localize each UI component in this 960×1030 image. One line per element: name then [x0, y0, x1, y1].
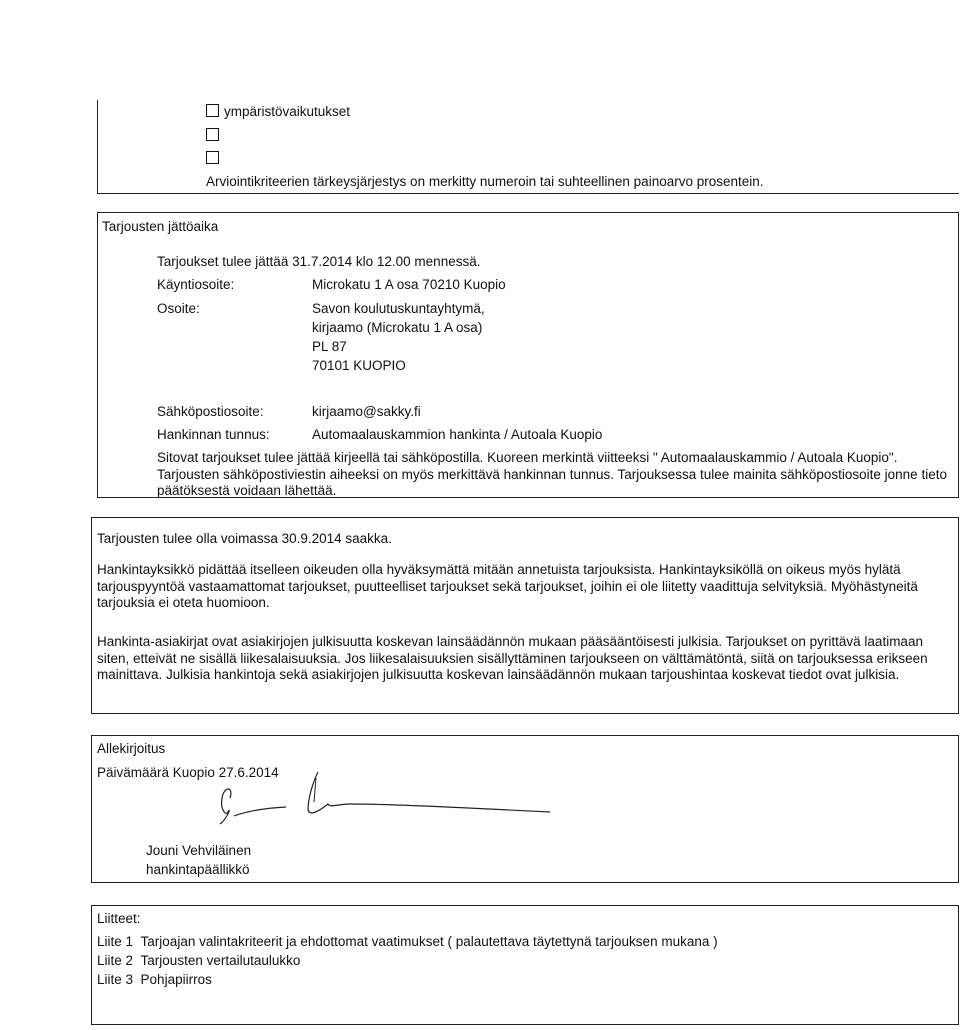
attachment-text: Tarjoajan valintakriteerit ja ehdottomat vaatimukset ( palautettava täytettynä tarjouksen mukana ): [140, 934, 718, 949]
rejection-paragraph: Hankintayksikkö pidättää itselleen oikeuden olla hyväksymättä mitään annetuista tarjouksista. Hankintayksiköllä on oikeus myös hylätä tarjouspyyntöä vastaamattomat tarjoukset, puutteelliset tarjoukset sekä tarjoukset, joihin ei ole liitetty vaadittuja selvityksiä. Myöhästyneitä tarjouksia ei oteta huomioon.: [97, 562, 918, 610]
address-label: Osoite:: [157, 301, 200, 316]
publicity-paragraph: Hankinta-asiakirjat ovat asiakirjojen julkisuutta koskevan lainsäädännön mukaan pääsääntöisesti julkisia. Tarjoukset on pyrittävä laatimaan siten, etteivät ne sisällä liikesalaisuuksia. Jos liikesalaisuuksien sisällyttäminen tarjoukseen on välttämätöntä, siitä on tarjouksessa erikseen mainittava. Julkisia hankintoja sekä asiakirjojen julkisuutta koskevan lainsäädännön mukaan tarjoushintaa koskevat tiedot ovat julkisia.: [97, 634, 928, 682]
deadline-heading: Tarjousten jättöaika: [102, 219, 219, 234]
criteria-item-2: [206, 128, 224, 144]
validity-text: Tarjousten tulee olla voimassa 30.9.2014 saakka.: [97, 531, 392, 546]
attachment-item: [97, 953, 300, 969]
procurement-value: Automaalauskammion hankinta / Autoala Kuopio: [312, 427, 603, 442]
signer-title: hankintapäällikkö: [146, 862, 250, 877]
signature-heading: Allekirjoitus: [97, 741, 166, 756]
checkbox-icon: [206, 128, 219, 141]
address-line: kirjaamo (Microkatu 1 A osa): [312, 320, 483, 335]
criteria-bottom-border: [97, 193, 959, 194]
attachment-item: [97, 934, 718, 950]
attachment-text: Pohjapiirros: [140, 972, 212, 987]
attachment-number: Liite 3: [97, 972, 134, 987]
visit-label: Käyntiosoite:: [157, 277, 235, 292]
attachments-heading: Liitteet:: [97, 911, 141, 926]
signer-name: Jouni Vehviläinen: [146, 843, 252, 858]
handwritten-signature: [190, 760, 610, 830]
attachment-number: Liite 2: [97, 953, 134, 968]
email-label: Sähköpostiosoite:: [157, 404, 264, 419]
email-value[interactable]: kirjaamo@sakky.fi: [312, 404, 421, 419]
attachment-text: Tarjousten vertailutaulukko: [140, 953, 301, 968]
criteria-note: Arviointikriteerien tärkeysjärjestys on merkitty numeroin tai suhteellinen painoarvo prosentein.: [206, 174, 764, 189]
attachment-item: [97, 972, 212, 988]
submission-instructions: Sitovat tarjoukset tulee jättää kirjeellä tai sähköpostilla. Kuoreen merkintä viitteeksi " Automaalauskammio / Autoala Kuopio". Tarjousten sähköpostiviestin aiheeksi on myös merkittävä hankinnan tunnus. Tarjouksessa tulee mainita sähköpostiosoite jonne tieto päätöksestä voidaan lähettää.: [157, 450, 947, 498]
checkbox-icon: [206, 104, 219, 117]
checkbox-icon: [206, 151, 219, 164]
criteria-item-1: [206, 104, 350, 120]
criteria-item-label: ympäristövaikutukset: [224, 104, 351, 119]
address-line: PL 87: [312, 339, 347, 354]
deadline-due: Tarjoukset tulee jättää 31.7.2014 klo 12.00 mennessä.: [157, 254, 481, 269]
procurement-label: Hankinnan tunnus:: [157, 427, 270, 442]
address-line: 70101 KUOPIO: [312, 358, 406, 373]
address-line: Savon koulutuskuntayhtymä,: [312, 301, 485, 316]
visit-value: Microkatu 1 A osa 70210 Kuopio: [312, 277, 506, 292]
criteria-left-border: [97, 100, 98, 193]
signature-date: Päivämäärä Kuopio 27.6.2014: [97, 765, 279, 780]
attachment-number: Liite 1: [97, 934, 134, 949]
criteria-item-3: [206, 151, 224, 167]
